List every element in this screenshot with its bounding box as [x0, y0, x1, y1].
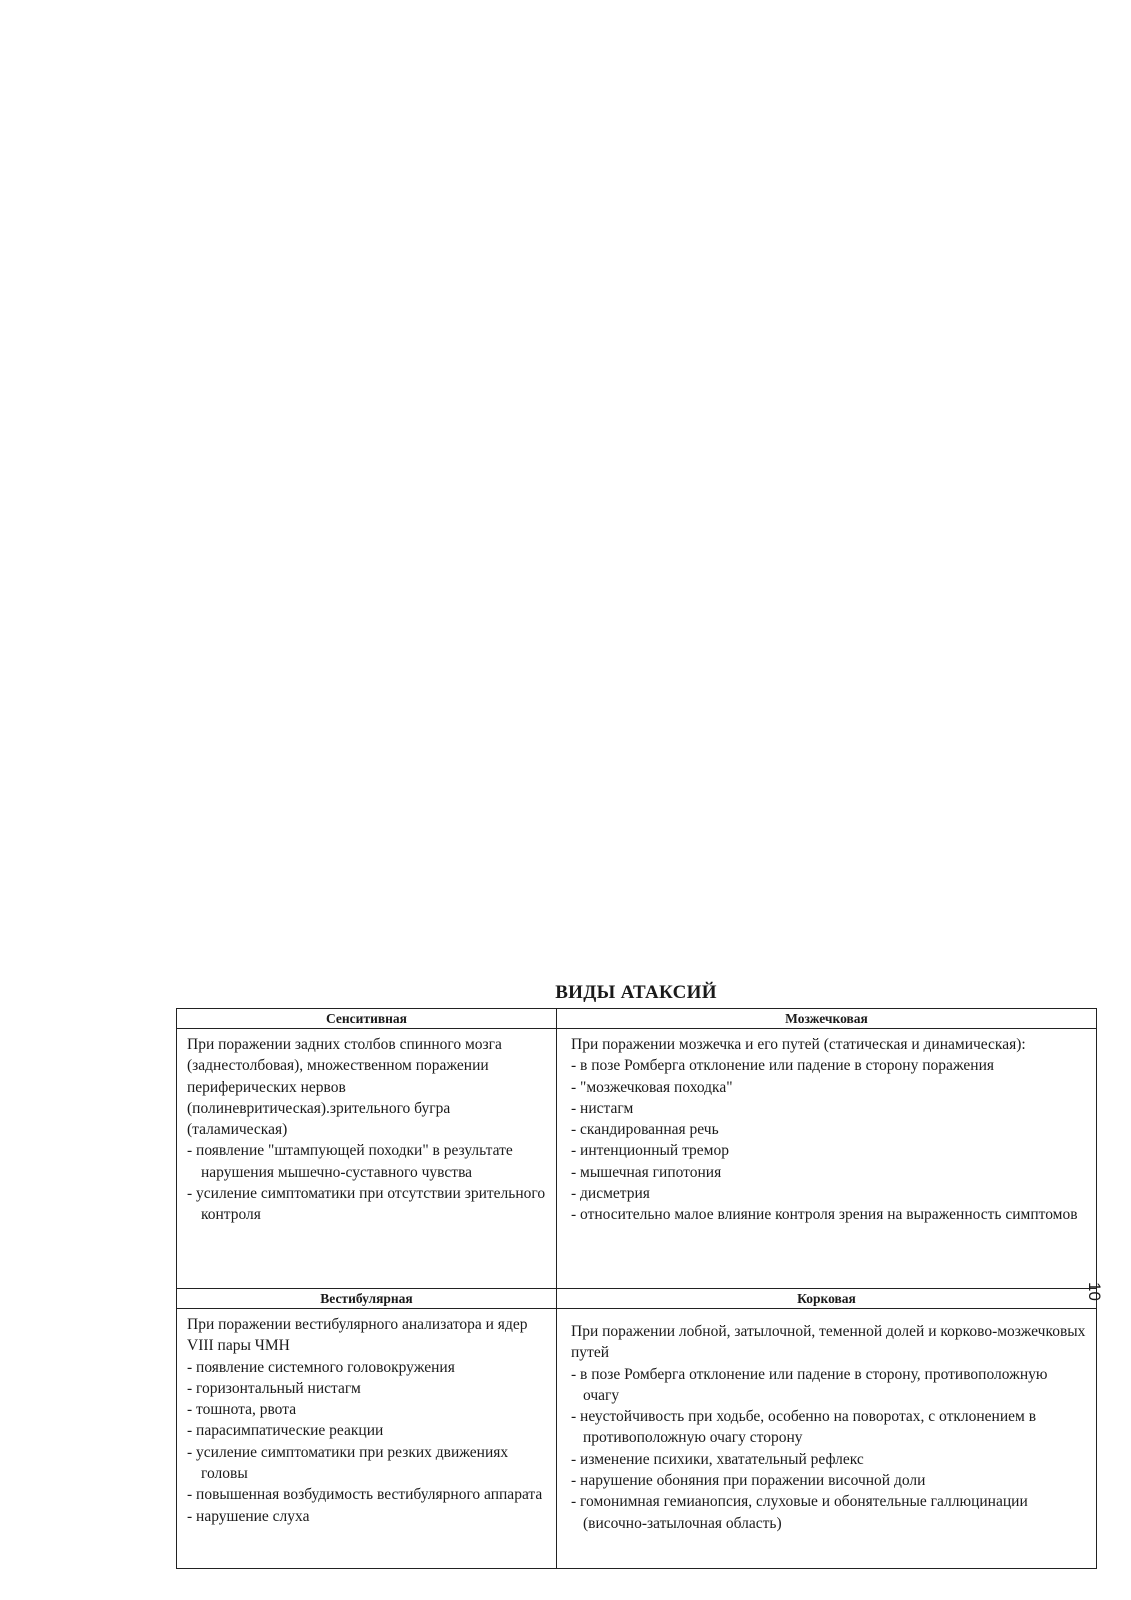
- cell-vestibular: [177, 1309, 557, 1569]
- vestibular-item: - появление системного головокружения: [187, 1358, 455, 1376]
- heading-cerebellar: Мозжечковая: [557, 1009, 1097, 1029]
- heading-cortical: Корковая: [557, 1289, 1097, 1309]
- vestibular-item: - парасимпатические реакции: [187, 1422, 384, 1440]
- table-row: [177, 1029, 1097, 1289]
- cortical-item: - гомонимная гемианопсия, слуховые и обонятельные галлюцинации (височно-затылочная область): [571, 1493, 1028, 1532]
- sensitive-intro: При поражении задних столбов спинного мозга (заднестолбовая), множественном поражении периферических нервов (полиневритическая).зрительного бугра (таламическая): [187, 1036, 502, 1139]
- page-number: 10: [1085, 1282, 1104, 1301]
- vestibular-item: - тошнота, рвота: [187, 1401, 297, 1419]
- cortical-intro: При поражении лобной, затылочной, теменной долей и корково-мозжечковых путей: [571, 1323, 1086, 1362]
- vestibular-item: - усиление симптоматики при резких движениях головы: [187, 1443, 509, 1483]
- cerebellar-item: - нистагм: [571, 1099, 634, 1117]
- cortical-item: - изменение психики, хватательный рефлекс: [571, 1450, 864, 1468]
- vestibular-item: - повышенная возбудимость вестибулярного аппарата: [187, 1486, 543, 1504]
- ataxia-types-table: [176, 1008, 1097, 1569]
- cortical-item: - неустойчивость при ходьбе, особенно на поворотах, с отклонением в противоположную очагу сторону: [571, 1408, 1037, 1447]
- cortical-item: - в позе Ромберга отклонение или падение в сторону, противоположную очагу: [571, 1365, 1048, 1404]
- vestibular-item: - горизонтальный нистагм: [187, 1379, 361, 1397]
- cerebellar-item: - интенционный тремор: [571, 1142, 729, 1160]
- cell-cortical: [557, 1309, 1097, 1569]
- cerebellar-item: - дисметрия: [571, 1185, 650, 1203]
- heading-vestibular: Вестибулярная: [177, 1289, 557, 1309]
- cerebellar-intro: При поражении мозжечка и его путей (статическая и динамическая):: [571, 1036, 1026, 1053]
- cerebellar-item: - мышечная гипотония: [571, 1163, 722, 1181]
- cerebellar-item: - в позе Ромберга отклонение или падение в сторону поражения: [571, 1057, 995, 1075]
- document-title: ВИДЫ АТАКСИЙ: [555, 982, 717, 1003]
- heading-sensitive: Сенситивная: [177, 1009, 557, 1029]
- cerebellar-item: - "мозжечковая походка": [571, 1078, 733, 1096]
- vestibular-item: - нарушение слуха: [187, 1507, 310, 1525]
- sensitive-item: - появление "штампующей походки" в результате нарушения мышечно-суставного чувства: [187, 1142, 513, 1181]
- table-row: [177, 1309, 1097, 1569]
- cerebellar-item: - скандированная речь: [571, 1121, 719, 1139]
- cortical-item: - нарушение обоняния при поражении височной доли: [571, 1472, 926, 1490]
- cerebellar-item: - относительно малое влияние контроля зрения на выраженность симптомов: [571, 1206, 1078, 1224]
- cell-sensitive: [177, 1029, 557, 1289]
- cell-cerebellar: [557, 1029, 1097, 1289]
- sensitive-item: - усиление симптоматики при отсутствии зрительного контроля: [187, 1185, 546, 1224]
- table-header-row: [177, 1289, 1097, 1309]
- table-header-row: [177, 1009, 1097, 1029]
- vestibular-intro: При поражении вестибулярного анализатора и ядер VIII пары ЧМН: [187, 1316, 528, 1355]
